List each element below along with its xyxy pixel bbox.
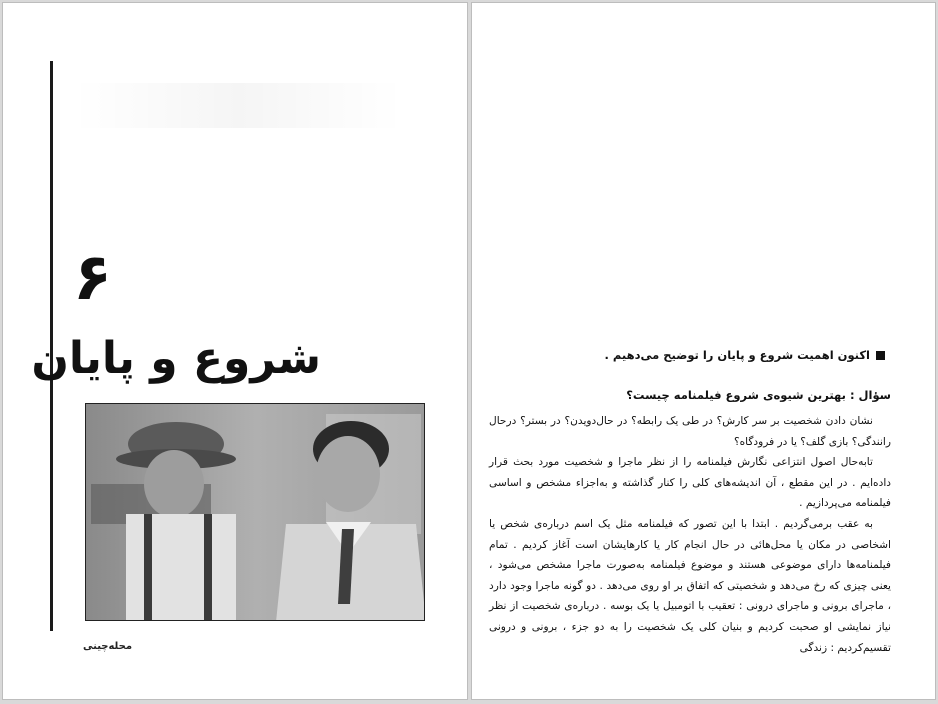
paragraph: تابه‌حال اصول انتزاعی نگارش فیلمنامه را از نظر ماجرا و شخصیت مورد بحث قرار داده‌ایم . در این مقطع ، آن اندیشه‌های کلی را کنار گذاشته و به‌اجزاء مشخص و اساسی فیلمنامه می‌پردازیم . [489,456,891,510]
film-still-photo [85,403,425,621]
question-heading: سؤال : بهترین شیوه‌ی شروع فیلمنامه چیست؟ [626,388,891,402]
square-bullet-icon [876,351,885,360]
paragraph: نشان دادن شخصیت بر سر کارش؟ در طی یک رابطه؟ در حال‌دویدن؟ در بستر؟ درحال رانندگی؟ بازی گلف؟ یا در فرودگاه؟ [489,415,891,448]
film-still-illustration [86,404,425,621]
left-page [2,2,468,700]
right-page [471,2,936,700]
paragraph: به عقب برمی‌گردیم . ابتدا با این تصور که فیلمنامه مثل یک اسم درباره‌ی شخص یا اشخاصی در مکان یا محل‌هائی در حال انجام کار یا کارهایشان است آغاز کردیم . تمام فیلمنامه‌ها دارای موضوعی هستند و موضوع فیلمنامه به‌صورت ماجرا مشخص می‌شود ، یعنی چیزی که رخ می‌دهد و شخصیتی که اتفاق بر او روی می‌دهد . دو گونه ماجرا وجود دارد ، ماجرای برونی و ماجرای درونی : تعقیب با اتومبیل یا یک بوسه . درباره‌ی شخصیت از نظر نیاز نمایشی او صحبت کردیم و بنیان کلی یک شخصیت را به دو جزء ، برونی و درونی تقسیم‌کردیم : زندگی [489,517,891,654]
body-text [489,411,891,658]
photo-caption: محله‌چینی [83,641,133,652]
chapter-number: ۶ [73,241,113,315]
intro-line [505,348,885,362]
scan-smudge [73,83,403,128]
intro-text: اکنون اهمیت شروع و پایان را توضیح می‌دهیم . [604,348,870,362]
chapter-title: شروع و پایان [31,333,321,384]
